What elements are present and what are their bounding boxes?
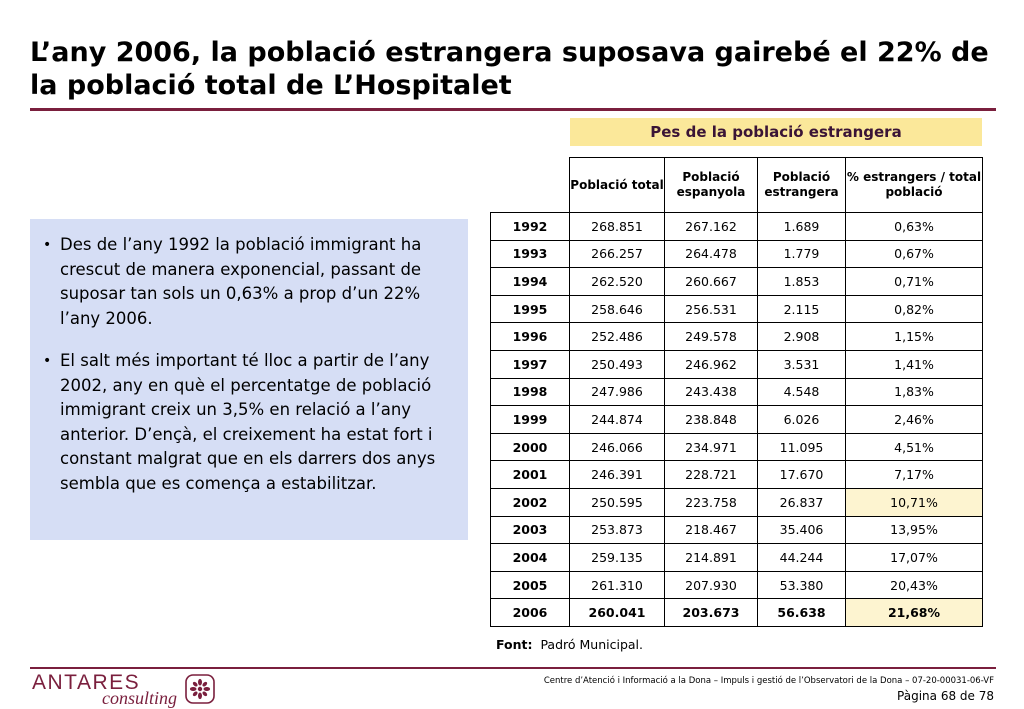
page-number: Pàgina 68 de 78 [897,689,994,703]
table-cell: 260.667 [665,268,758,296]
column-header: Població total [570,158,665,213]
table-title: Pes de la població estrangera [570,118,982,146]
table-cell: 258.646 [570,295,665,323]
company-logo [30,671,230,707]
table-cell: 20,43% [846,571,983,599]
table-cell: 214.891 [665,544,758,572]
table-cell: 228.721 [665,461,758,489]
year-cell: 2001 [491,461,570,489]
year-cell: 1993 [491,240,570,268]
year-cell: 2005 [491,571,570,599]
year-cell: 2000 [491,433,570,461]
table-cell: 2,46% [846,406,983,434]
table-cell: 1,15% [846,323,983,351]
source-label: Font: [496,637,533,652]
table-cell: 4,51% [846,433,983,461]
table-cell: 0,63% [846,213,983,241]
table-cell: 1.779 [758,240,846,268]
table-cell: 0,67% [846,240,983,268]
table-cell: 7,17% [846,461,983,489]
table-cell: 247.986 [570,378,665,406]
flower-emblem-icon [185,674,215,704]
table-row [491,268,983,296]
table-cell: 2.115 [758,295,846,323]
table-cell: 10,71% [846,488,983,516]
table-row [491,213,983,241]
table-cell: 1,41% [846,350,983,378]
table-cell: 17.670 [758,461,846,489]
bullet-item [42,233,454,331]
table-cell: 260.041 [570,599,665,627]
year-cell: 1992 [491,213,570,241]
footer-divider [30,667,996,669]
table-row [491,378,983,406]
year-cell: 1997 [491,350,570,378]
table-cell: 35.406 [758,516,846,544]
table-cell: 246.391 [570,461,665,489]
table-row [491,295,983,323]
table-cell: 44.244 [758,544,846,572]
table-cell: 207.930 [665,571,758,599]
table-cell: 268.851 [570,213,665,241]
table-cell: 252.486 [570,323,665,351]
column-header: Població espanyola [665,158,758,213]
year-cell: 1999 [491,406,570,434]
table-cell: 2.908 [758,323,846,351]
table-cell: 266.257 [570,240,665,268]
bullet-dot-icon: • [43,237,52,253]
table-cell: 3.531 [758,350,846,378]
table-cell: 56.638 [758,599,846,627]
population-table [490,157,983,627]
table-row [491,433,983,461]
table-body [491,213,983,627]
table-cell: 256.531 [665,295,758,323]
source-note [496,637,643,652]
table-cell: 259.135 [570,544,665,572]
table-cell: 244.874 [570,406,665,434]
table-cell: 4.548 [758,378,846,406]
table-cell: 234.971 [665,433,758,461]
table-row [491,488,983,516]
table-row [491,240,983,268]
table-cell: 250.595 [570,488,665,516]
slide-title: L’any 2006, la població estrangera suposava gairebé el 22% de la població total de L’Hospitalet [30,37,989,101]
corner-cell [491,158,570,213]
year-cell: 1996 [491,323,570,351]
table-row [491,571,983,599]
table-cell: 238.848 [665,406,758,434]
table-cell: 246.066 [570,433,665,461]
table-cell: 0,82% [846,295,983,323]
table-cell: 1,83% [846,378,983,406]
table-cell: 13,95% [846,516,983,544]
year-cell: 1994 [491,268,570,296]
table-cell: 0,71% [846,268,983,296]
table-row [491,461,983,489]
table-cell: 53.380 [758,571,846,599]
table-cell: 264.478 [665,240,758,268]
table-cell: 223.758 [665,488,758,516]
document-reference: Centre d’Atenció i Informació a la Dona – Impuls i gestió de l’Observatori de la Dona – 07-20-00031-06-VF [543,676,994,686]
logo-name: ANTARES [32,671,141,694]
year-cell: 2004 [491,544,570,572]
year-cell: 2006 [491,599,570,627]
table-cell: 250.493 [570,350,665,378]
table-cell: 1.853 [758,268,846,296]
bullet-dot-icon: • [43,353,52,369]
title-divider [30,108,996,111]
table-cell: 203.673 [665,599,758,627]
table-row [491,544,983,572]
table-cell: 253.873 [570,516,665,544]
table-cell: 243.438 [665,378,758,406]
table-row [491,323,983,351]
table-cell: 246.962 [665,350,758,378]
table-cell: 17,07% [846,544,983,572]
column-header: % estrangers / total població [846,158,983,213]
table-cell: 6.026 [758,406,846,434]
table-cell: 21,68% [846,599,983,627]
bullet-item [42,349,454,496]
table-cell: 218.467 [665,516,758,544]
bullet-text: El salt més important té lloc a partir de l’any 2002, any en què el percentatge de població immigrant creix un 3,5% en relació a l’any anterior. D’ençà, el creixement ha estat fort i constant malgrat que en els darrers dos anys sembla que es comença a estabilitzar. [60,351,436,493]
year-cell: 2003 [491,516,570,544]
year-cell: 1995 [491,295,570,323]
year-cell: 2002 [491,488,570,516]
table-cell: 262.520 [570,268,665,296]
table-cell: 267.162 [665,213,758,241]
bullet-text: Des de l’any 1992 la població immigrant ha crescut de manera exponencial, passant de suposar tan sols un 0,63% a prop d’un 22% l’any 2006. [60,235,422,328]
table-cell: 1.689 [758,213,846,241]
table-row [491,350,983,378]
bullet-box [30,219,468,540]
source-text: Padró Municipal. [540,637,643,652]
table-cell: 26.837 [758,488,846,516]
table-row [491,516,983,544]
table-cell: 261.310 [570,571,665,599]
column-header: Població estrangera [758,158,846,213]
table-cell: 249.578 [665,323,758,351]
table-cell: 11.095 [758,433,846,461]
table-row [491,599,983,627]
logo-subtitle: consulting [102,688,177,708]
year-cell: 1998 [491,378,570,406]
table-row [491,406,983,434]
